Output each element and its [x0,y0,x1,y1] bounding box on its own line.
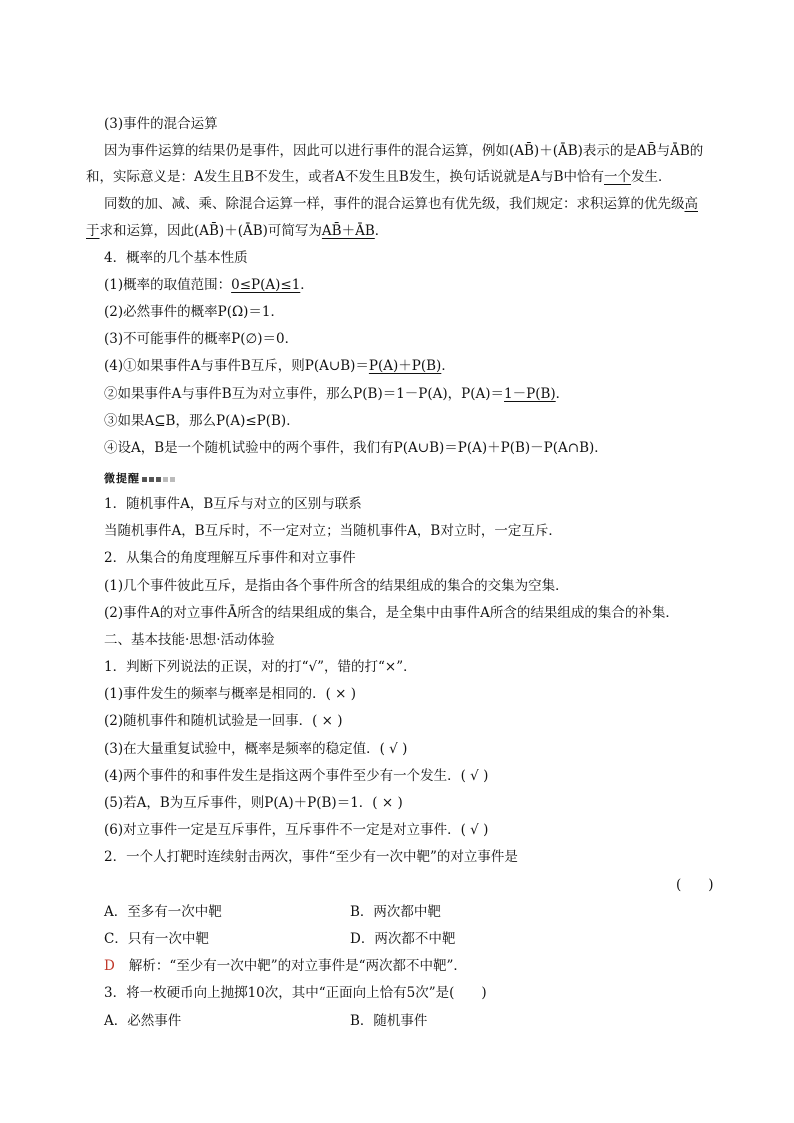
section-3-title: (3)事件的混合运算 [104,116,218,132]
text-run: 发生． [631,169,672,185]
tip-2-title: 2．从集合的角度理解互斥事件和对立事件 [104,550,356,566]
section-3-para1-line1: 因为事件运算的结果仍是事件，因此可以进行事件的混合运算，例如(AB̄)＋(ĀB)表示的是AB̄与ĀB的 [104,143,704,159]
section-3-para1-line2 [86,168,672,186]
square-icon [142,477,147,482]
question-1-item: (3)在大量重复试验中，概率是频率的稳定值．( √ ) [104,741,408,757]
tip-2-bullet-1: (1)几个事件彼此互斥，是指由各个事件所含的结果组成的集合的交集为空集． [104,578,569,594]
part-2-title: 二、基本技能·思想·活动体验 [104,632,275,648]
question-3-title: 3．将一枚硬币向上抛掷10次，其中“正面向上恰有5次”是( ) [104,985,487,1001]
solution-text: 解析：“至少有一次中靶”的对立事件是“两次都不中靶”． [128,958,467,974]
q3-option-b: B．随机事件 [350,1013,428,1029]
underlined-answer: P(A)＋P(B) [368,358,442,374]
question-1-item: (2)随机事件和随机试验是一回事．( × ) [104,713,343,729]
question-2-title: 2．一个人打靶时连续射击两次，事件“至少有一次中靶”的对立事件是 [104,849,518,865]
underlined-answer: 1－P(B) [504,386,556,402]
section-4-title: 4．概率的几个基本性质 [104,250,248,266]
option-b: B．两次都中靶 [350,904,441,920]
text-run: 同数的加、减、乘、除混合运算一样，事件的混合运算也有优先级，我们规定：求积运算的优先级 [104,196,685,212]
question-1-item: (5)若A，B为互斥事件，则P(A)＋P(B)＝1．( × ) [104,795,403,811]
question-1-title: 1．判断下列说法的正误，对的打“√”，错的打“×”． [104,659,417,675]
underlined-answer: 0≤P(A)≤1 [231,277,301,293]
square-icon [156,477,161,482]
tips-heading [104,470,175,488]
underlined-answer: 于 [86,223,100,239]
underlined-answer: AB̄＋ĀB [321,223,375,239]
text-run: ． [374,223,389,239]
option-d: D．两次都不中靶 [350,931,456,947]
text-run: ． [300,277,314,293]
question-1-item: (4)两个事件的和事件发生是指这两个事件至少有一个发生．( √ ) [104,768,489,784]
text-run: (4)①如果事件A与事件B互斥，则P(A∪B)＝ [104,358,369,374]
tips-heading-label: 微提醒 [104,472,140,485]
underlined-answer: 一个 [604,169,632,185]
section-3-para2-line2 [86,222,388,240]
text-run: 求和运算，因此(AB̄)＋(ĀB)可简写为 [99,223,322,239]
section-3-para2-line1 [104,195,698,213]
tip-1-title: 1．随机事件A，B互斥与对立的区别与联系 [104,496,362,512]
property-4-4: ④设A，B是一个随机试验中的两个事件，我们有P(A∪B)＝P(A)＋P(B)－P(A∩B)． [104,440,608,456]
text-run: 和，实际意义是：A发生且B不发生，或者A不发生且B发生，换句话说就是A与B中恰有 [86,169,605,185]
square-icon [163,477,168,482]
option-a: A．至多有一次中靶 [104,904,222,920]
text-run: ． [555,386,570,402]
property-3: (3)不可能事件的概率P(∅)＝0． [104,331,299,347]
property-4-2 [104,385,569,403]
question-1-item: (6)对立事件一定是互斥事件，互斥事件不一定是对立事件．( √ ) [104,822,489,838]
option-c: C．只有一次中靶 [104,931,209,947]
tip-1-body: 当随机事件A，B互斥时，不一定对立；当随机事件A，B对立时，一定互斥． [104,523,562,539]
question-2-solution [104,957,467,975]
text-run: ． [441,358,455,374]
question-1-item: (1)事件发生的频率与概率是相同的．( × ) [104,686,357,702]
answer-letter: D [104,958,115,974]
underlined-answer: 高 [684,196,698,212]
text-run: (1)概率的取值范围： [104,277,232,293]
property-4-3: ③如果A⊆B，那么P(A)≤P(B)． [104,413,300,429]
square-icon [170,477,175,482]
tip-2-bullet-2: (2)事件A的对立事件Ā所含的结果组成的集合，是全集中由事件A所含的结果组成的集合的补集． [104,605,679,621]
text-run: ②如果事件A与事件B互为对立事件，那么P(B)＝1－P(A)，P(A)＝ [104,386,505,402]
property-2: (2)必然事件的概率P(Ω)＝1． [104,304,285,320]
q3-option-a: A．必然事件 [104,1013,182,1029]
property-4 [104,357,455,375]
square-icon [149,477,154,482]
property-1 [104,276,314,294]
answer-bracket: ( ) [676,877,714,893]
